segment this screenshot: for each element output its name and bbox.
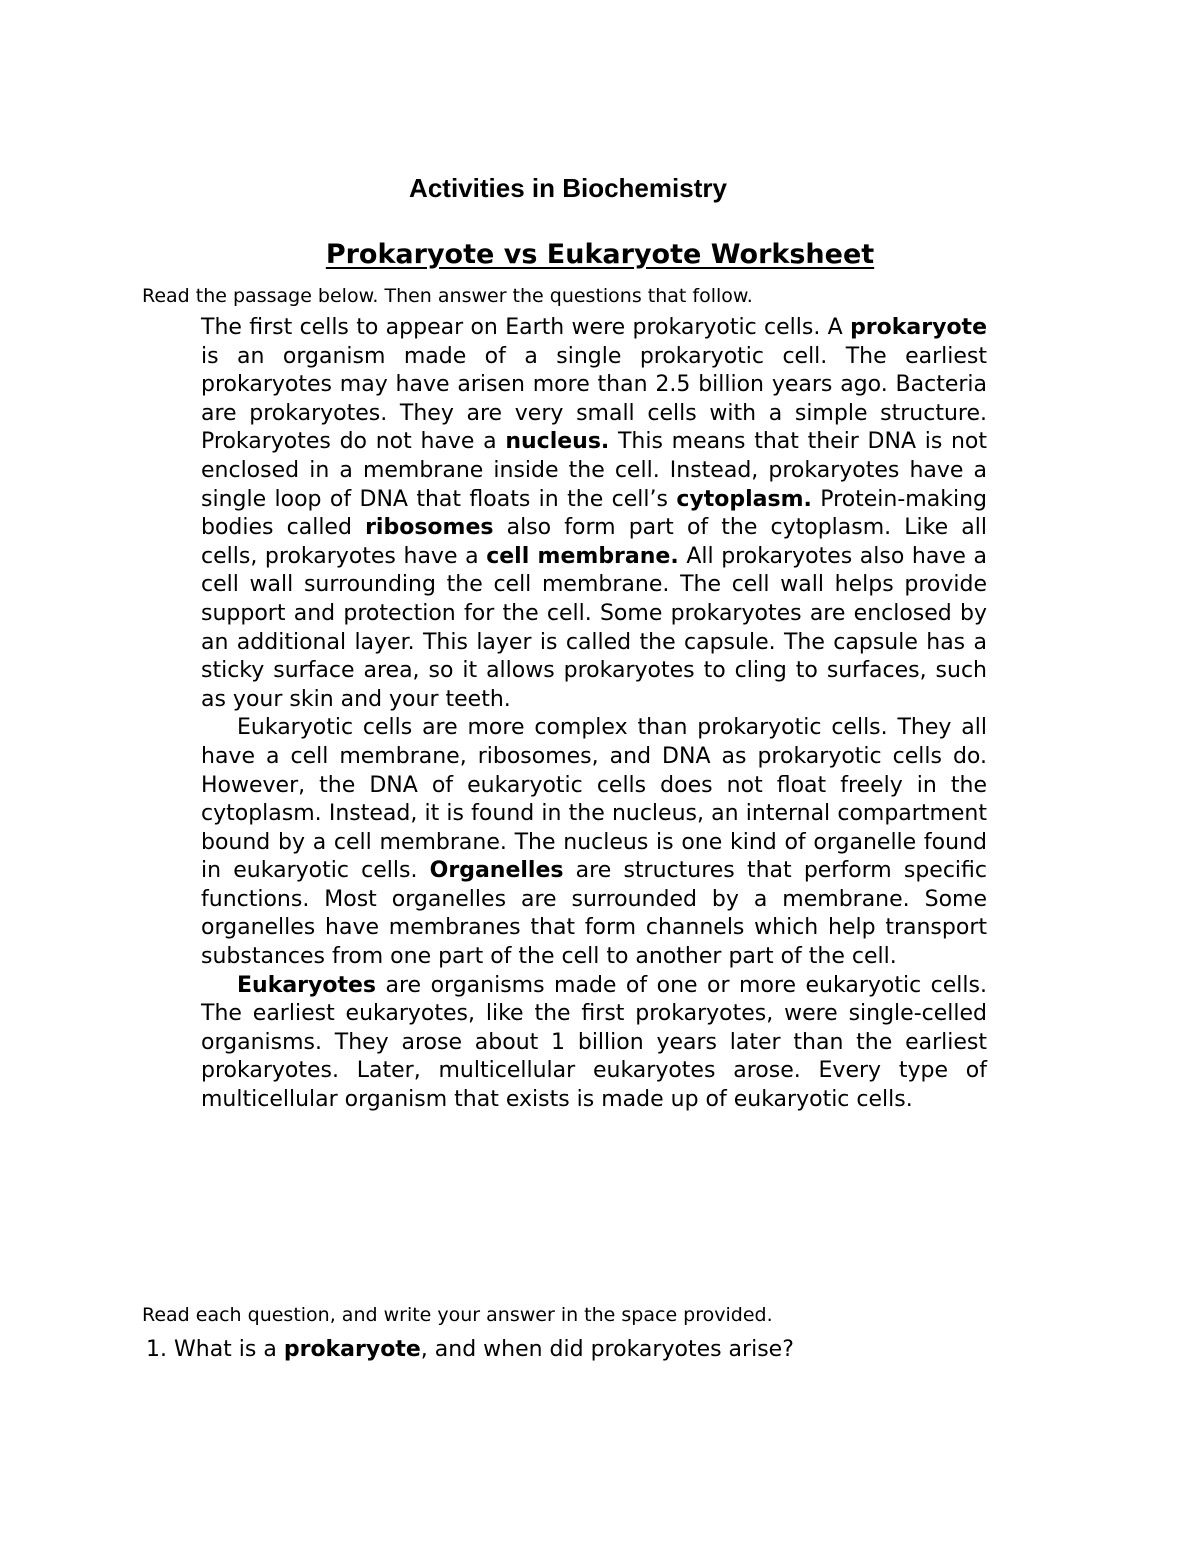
passage-instructions: Read the passage below. Then answer the questions that follow.	[142, 285, 753, 307]
question-text: , and when did prokaryotes arise?	[420, 1337, 794, 1362]
passage-text: is an organism made of a single prokaryotic cell. The earliest prokaryotes may have arisen more than 2.5 billion years ago. Bacteria are prokaryotes. They are very small cells with a simple structure. Prokaryotes do not have a	[201, 343, 987, 455]
key-term-prokaryote: prokaryote	[850, 315, 987, 340]
passage-paragraph-3	[201, 972, 987, 1115]
passage-text: All prokaryotes also have a cell wall surrounding the cell membrane. The cell wall helps provide support and protection for the cell. Some prokaryotes are enclosed by an additional layer. This layer is called the capsule. The capsule has a sticky surface area, so it allows prokaryotes to cling to surfaces, such as your skin and your teeth.	[201, 543, 988, 712]
passage-paragraph-2	[201, 714, 987, 971]
key-term-nucleus: nucleus.	[505, 429, 610, 455]
key-term-organelles: Organelles	[429, 858, 564, 884]
passage-paragraph-1	[201, 314, 987, 714]
passage-text: Eukaryotic cells are more complex than prokaryotic cells. They all have a cell membrane, ribosomes, and DNA as prokaryotic cells do. However, the DNA of eukaryotic cells does not float freely in the cytoplasm. Instead, it is found in the nucleus, an internal compartment bound by a cell membrane. The nucleus is one kind of organelle found in eukaryotic cells.	[201, 715, 987, 884]
reading-passage	[201, 314, 987, 1115]
key-term-eukaryotes: Eukaryotes	[237, 972, 377, 998]
question-item	[146, 1334, 1046, 1366]
question-text: What is a	[174, 1337, 284, 1362]
passage-text: The first cells to appear on Earth were prokaryotic cells. A	[201, 315, 851, 340]
passage-text: Protein-making bodies called	[201, 486, 987, 541]
key-term-cell-membrane: cell membrane.	[486, 543, 679, 569]
passage-text: This means that their DNA is not enclosed in a membrane inside the cell. Instead, prokaryotes have a single loop of DNA that floats in the cell’s	[201, 429, 988, 512]
key-term-ribosomes: ribosomes	[365, 515, 494, 541]
course-title: Activities in Biochemistry	[409, 173, 727, 203]
question-number: 1.	[146, 1337, 167, 1362]
question-instructions: Read each question, and write your answer in the space provided.	[142, 1304, 773, 1326]
passage-text: are organisms made of one or more eukaryotic cells. The earliest eukaryotes, like the first prokaryotes, were single-celled organisms. They arose about 1 billion years later than the earliest prokaryotes. Later, multicellular eukaryotes arose. Every type of multicellular organism that exists is made up of eukaryotic cells.	[201, 972, 987, 1113]
worksheet-title: Prokaryote vs Eukaryote Worksheet	[325, 239, 875, 270]
key-term-prokaryote: prokaryote	[283, 1337, 421, 1362]
passage-text: are structures that perform specific functions. Most organelles are surrounded by a membrane. Some organelles have membranes that form channels which help transport substances from one part of the cell to another part of the cell.	[201, 858, 987, 970]
passage-text: also form part of the cytoplasm. Like all cells, prokaryotes have a	[201, 515, 987, 569]
key-term-cytoplasm: cytoplasm.	[676, 486, 812, 512]
